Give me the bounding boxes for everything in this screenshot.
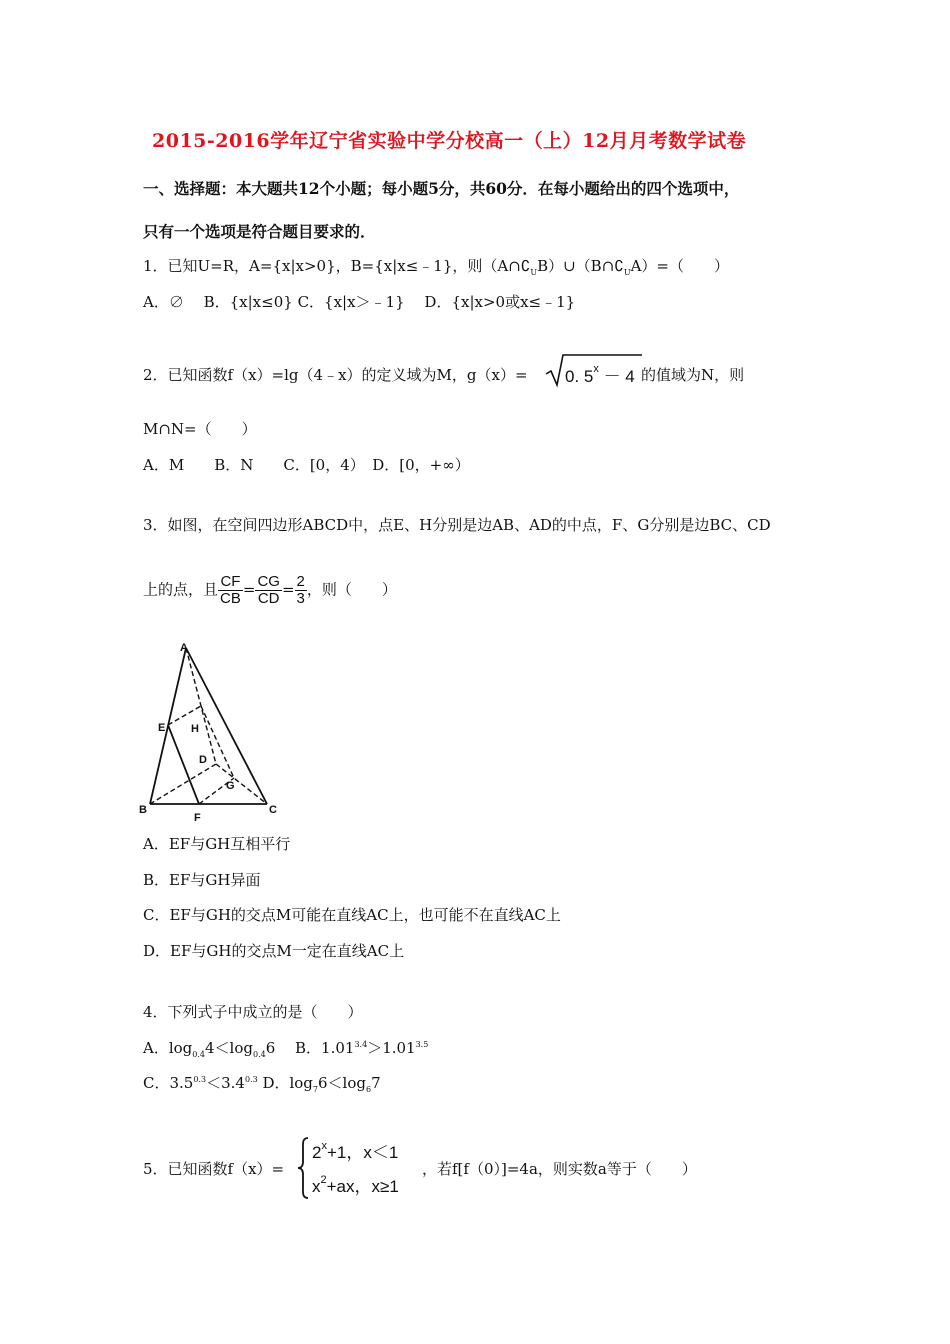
fraction-cf-cb xyxy=(218,574,243,607)
case-rest: +ax，x≥1 xyxy=(326,1177,399,1196)
section-heading-cont: 只有一个选项是符合题目要求的． xyxy=(143,222,376,241)
radicand-tail: － 4 xyxy=(598,367,635,386)
fraction-denominator: 3 xyxy=(296,590,305,607)
fraction-cg-cd xyxy=(255,574,282,607)
case-base: x xyxy=(312,1177,321,1196)
q4-text: ＜3.4 xyxy=(206,1074,245,1092)
case-exponent: x xyxy=(321,1140,327,1152)
segment-hg xyxy=(201,706,234,778)
question-1-options: A．∅ B．{x|x≤0} C．{x|x＞﹣1} D．{x|x>0或x≤﹣1} xyxy=(143,293,576,311)
exponent: 0.3 xyxy=(244,1075,258,1084)
fraction-two-thirds xyxy=(295,574,307,607)
question-4-stem: 4．下列式子中成立的是（ ） xyxy=(143,1003,363,1021)
question-1-stem xyxy=(143,255,729,277)
log-base: 6 xyxy=(365,1085,372,1094)
equals-sign: = xyxy=(281,580,295,599)
radicand-base: 0. 5 xyxy=(565,367,594,386)
log-base: 0.4 xyxy=(252,1050,266,1059)
space-quadrilateral-figure xyxy=(136,636,286,826)
log-base: 0.4 xyxy=(192,1050,205,1059)
case-rest: +1，x＜1 xyxy=(326,1143,399,1162)
q3-stem-pre: 上的点，且 xyxy=(143,580,219,599)
complement-symbol: ∁ xyxy=(614,257,624,275)
question-5-stem: 5．已知函数f（x）= xyxy=(143,1160,285,1178)
q2-stem-cont: 的值域为N，则 xyxy=(641,366,745,384)
case-exponent: 2 xyxy=(320,1174,327,1186)
vertex-label-c: C xyxy=(269,804,277,816)
q4-text: 7 xyxy=(371,1074,381,1092)
case-base: 2 xyxy=(312,1143,322,1162)
question-2-stem xyxy=(143,364,528,385)
question-4-options-cd xyxy=(143,1072,381,1094)
point-label-h: H xyxy=(191,723,199,735)
fraction-numerator: CG xyxy=(257,573,280,590)
vertex-label-d: D xyxy=(199,754,207,766)
piecewise-brace xyxy=(296,1136,310,1200)
q4-text: D．log xyxy=(257,1074,313,1092)
point-label-f: F xyxy=(194,812,201,824)
q1-stem-end: A）=（ ） xyxy=(630,257,729,275)
point-label-e: E xyxy=(158,722,166,734)
question-5-stem-cont: ，若f[f（0）]=4a，则实数a等于（ ） xyxy=(422,1160,697,1178)
piecewise-case-2 xyxy=(312,1172,399,1197)
piecewise-case-1 xyxy=(312,1138,398,1163)
question-3-option-c: C．EF与GH的交点M可能在直线AC上，也可能不在直线AC上 xyxy=(143,906,561,924)
fraction-denominator: CD xyxy=(257,590,280,607)
question-3-stem-line2 xyxy=(143,574,397,607)
q3-stem-post: ，则（ ） xyxy=(306,580,397,599)
q4-text: A．log xyxy=(143,1039,193,1057)
question-3-option-a: A．EF与GH互相平行 xyxy=(143,835,291,853)
complement-symbol: ∁ xyxy=(520,257,531,275)
question-4-options-ab xyxy=(143,1037,428,1059)
question-3-option-b: B．EF与GH异面 xyxy=(143,871,261,889)
fraction-denominator: CB xyxy=(220,590,241,607)
point-label-g: G xyxy=(226,780,235,792)
fraction-numerator: CF xyxy=(218,574,243,591)
q1-stem-mid: B）∪（B∩ xyxy=(537,257,615,275)
question-3-option-d: D．EF与GH的交点M一定在直线AC上 xyxy=(143,942,405,960)
segment-ef xyxy=(168,725,199,804)
q4-text: 6 B．1.01 xyxy=(265,1039,355,1057)
exponent: 3.4 xyxy=(354,1040,368,1049)
q2-radicand xyxy=(565,362,635,387)
q4-text: ＞1.01 xyxy=(367,1039,416,1057)
q4-text: 4＜log xyxy=(205,1039,253,1057)
equals-sign: = xyxy=(242,580,256,599)
q4-text: C．3.5 xyxy=(143,1074,194,1092)
q1-stem-text: 1．已知U=R，A={x|x>0}，B={x|x≤﹣1}，则（A∩ xyxy=(143,257,521,275)
complement-subscript: U xyxy=(623,268,631,277)
radicand-exponent: x xyxy=(593,363,599,375)
section-heading: 一、选择题：本大题共12个小题；每小题5分，共60分．在每小题给出的四个选项中， xyxy=(143,179,740,198)
exponent: 3.5 xyxy=(415,1040,429,1049)
q2-stem-text: 2．已知函数f（x）=lg（4﹣x）的定义域为M，g（x）= xyxy=(143,366,528,384)
question-2-stem-line2: M∩N=（ ） xyxy=(143,420,257,438)
log-base: 7 xyxy=(312,1085,318,1094)
question-2-options: A．M B．N C．[0，4） D．[0，+∞） xyxy=(143,456,470,474)
vertex-label-b: B xyxy=(139,804,147,816)
q4-text: 6＜log xyxy=(318,1074,366,1092)
edge-cd xyxy=(216,764,267,804)
complement-subscript: U xyxy=(530,268,538,277)
fraction-numerator: 2 xyxy=(296,573,305,590)
page-title: 2015-2016学年辽宁省实验中学分校高一（上）12月月考数学试卷 xyxy=(152,130,747,152)
vertex-label-a: A xyxy=(180,642,188,654)
exponent: 0.3 xyxy=(193,1075,207,1084)
question-3-stem: 3．如图，在空间四边形ABCD中，点E、H分别是边AB、AD的中点，F、G分别是边BC、CD xyxy=(143,516,771,534)
